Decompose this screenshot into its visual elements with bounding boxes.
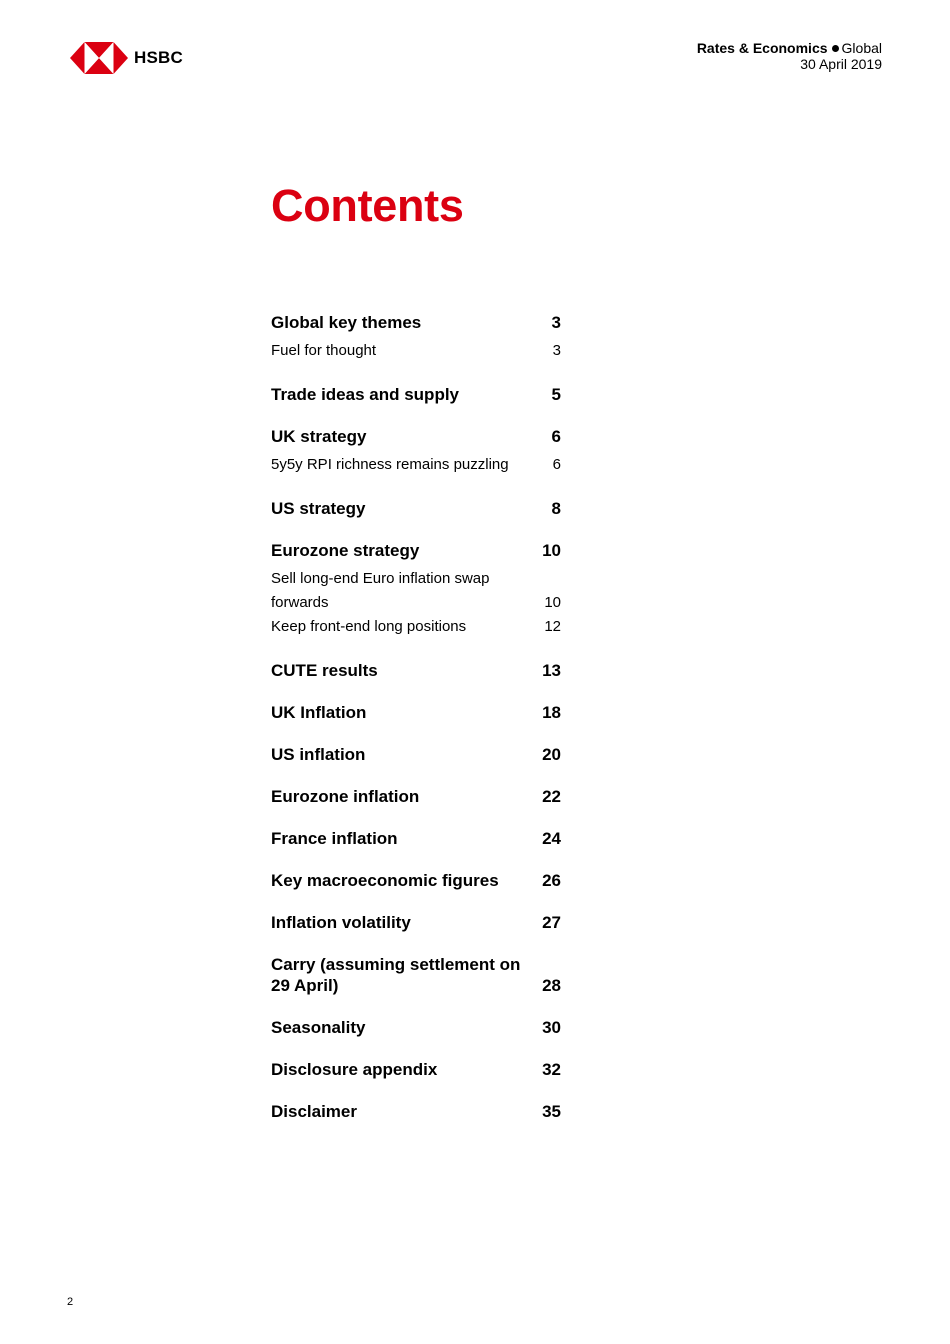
- toc-entry[interactable]: [271, 744, 561, 765]
- toc-entry-title: France inflation: [271, 829, 398, 848]
- toc-subentry-title: Sell long-end Euro inflation swap forwards: [271, 570, 490, 611]
- toc-entry-page: 3: [551, 313, 561, 332]
- toc-entry[interactable]: [271, 786, 561, 807]
- toc-entry-page: 18: [542, 703, 561, 722]
- toc-section: [271, 870, 561, 891]
- toc-section: [271, 1059, 561, 1080]
- report-header: [697, 40, 882, 72]
- toc-entry[interactable]: [271, 954, 561, 996]
- table-of-contents: [271, 312, 561, 1143]
- toc-entry-page: 27: [542, 913, 561, 932]
- header-section-line: [697, 40, 882, 56]
- toc-entry-title: Seasonality: [271, 1018, 366, 1037]
- toc-entry[interactable]: [271, 702, 561, 723]
- toc-section: [271, 1017, 561, 1038]
- toc-entry-page: 28: [542, 976, 561, 995]
- toc-entry-title: UK strategy: [271, 427, 367, 446]
- hsbc-hexagon-icon: [70, 42, 128, 74]
- toc-subentry-page: 10: [544, 594, 561, 611]
- page-number: 2: [67, 1296, 74, 1308]
- toc-section: [271, 540, 561, 639]
- toc-subentry[interactable]: [271, 567, 561, 615]
- toc-entry[interactable]: [271, 384, 561, 405]
- toc-entry-page: 5: [551, 385, 561, 404]
- toc-entry[interactable]: [271, 1101, 561, 1122]
- toc-entry-title: US inflation: [271, 745, 366, 764]
- toc-entry-page: 35: [542, 1102, 561, 1121]
- toc-section: [271, 1101, 561, 1122]
- toc-subentry-title: Keep front-end long positions: [271, 618, 467, 635]
- toc-section: [271, 660, 561, 681]
- toc-entry[interactable]: [271, 912, 561, 933]
- toc-entry-title: US strategy: [271, 499, 366, 518]
- brand-name: HSBC: [134, 48, 183, 67]
- toc-entry-page: 30: [542, 1018, 561, 1037]
- toc-section: [271, 312, 561, 363]
- toc-entry-title: Eurozone inflation: [271, 787, 420, 806]
- toc-subentry-title: 5y5y RPI richness remains puzzling: [271, 456, 509, 473]
- toc-entry[interactable]: [271, 660, 561, 681]
- toc-subentry-title: Fuel for thought: [271, 342, 377, 359]
- toc-entry-page: 22: [542, 787, 561, 806]
- toc-entry[interactable]: [271, 426, 561, 447]
- toc-subentry-page: 6: [552, 456, 561, 473]
- toc-entry[interactable]: [271, 828, 561, 849]
- section-name: Rates & Economics: [696, 40, 828, 56]
- toc-entry-title: Disclosure appendix: [271, 1060, 438, 1079]
- toc-entry-page: 24: [542, 829, 561, 848]
- toc-entry[interactable]: [271, 540, 561, 561]
- toc-subentry[interactable]: [271, 453, 561, 477]
- toc-entry-page: 6: [551, 427, 561, 446]
- toc-entry-title: Carry (assuming settlement on 29 April): [271, 955, 521, 995]
- toc-entry-title: CUTE results: [271, 661, 378, 680]
- toc-entry[interactable]: [271, 312, 561, 333]
- toc-subentry[interactable]: [271, 615, 561, 639]
- toc-section: [271, 786, 561, 807]
- toc-entry-page: 10: [542, 541, 561, 560]
- toc-section: [271, 744, 561, 765]
- toc-section: [271, 384, 561, 405]
- toc-entry[interactable]: [271, 1059, 561, 1080]
- toc-subentry[interactable]: [271, 339, 561, 363]
- toc-subentry-page: 12: [544, 618, 561, 635]
- toc-entry-page: 26: [542, 871, 561, 890]
- toc-entry-title: Trade ideas and supply: [271, 385, 460, 404]
- toc-entry-title: Global key themes: [271, 313, 422, 332]
- toc-section: [271, 954, 561, 996]
- toc-entry[interactable]: [271, 870, 561, 891]
- toc-entry-page: 13: [542, 661, 561, 680]
- toc-section: [271, 828, 561, 849]
- toc-section: [271, 912, 561, 933]
- report-date: 30 April 2019: [800, 56, 882, 72]
- region-name: Global: [841, 40, 882, 56]
- hsbc-logo: [70, 42, 183, 74]
- toc-entry-title: Disclaimer: [271, 1102, 357, 1121]
- toc-section: [271, 498, 561, 519]
- toc-entry-title: Eurozone strategy: [271, 541, 420, 560]
- bullet-icon: [832, 45, 839, 52]
- toc-subentry-page: 3: [552, 342, 561, 359]
- toc-section: [271, 702, 561, 723]
- toc-entry-page: 8: [551, 499, 561, 518]
- toc-section: [271, 426, 561, 477]
- toc-entry-page: 32: [542, 1060, 561, 1079]
- toc-entry-title: Inflation volatility: [271, 913, 411, 932]
- toc-entry[interactable]: [271, 498, 561, 519]
- page-title: Contents: [271, 180, 464, 231]
- toc-entry-title: UK Inflation: [271, 703, 367, 722]
- toc-entry-title: Key macroeconomic figures: [271, 871, 499, 890]
- toc-entry[interactable]: [271, 1017, 561, 1038]
- toc-entry-page: 20: [542, 745, 561, 764]
